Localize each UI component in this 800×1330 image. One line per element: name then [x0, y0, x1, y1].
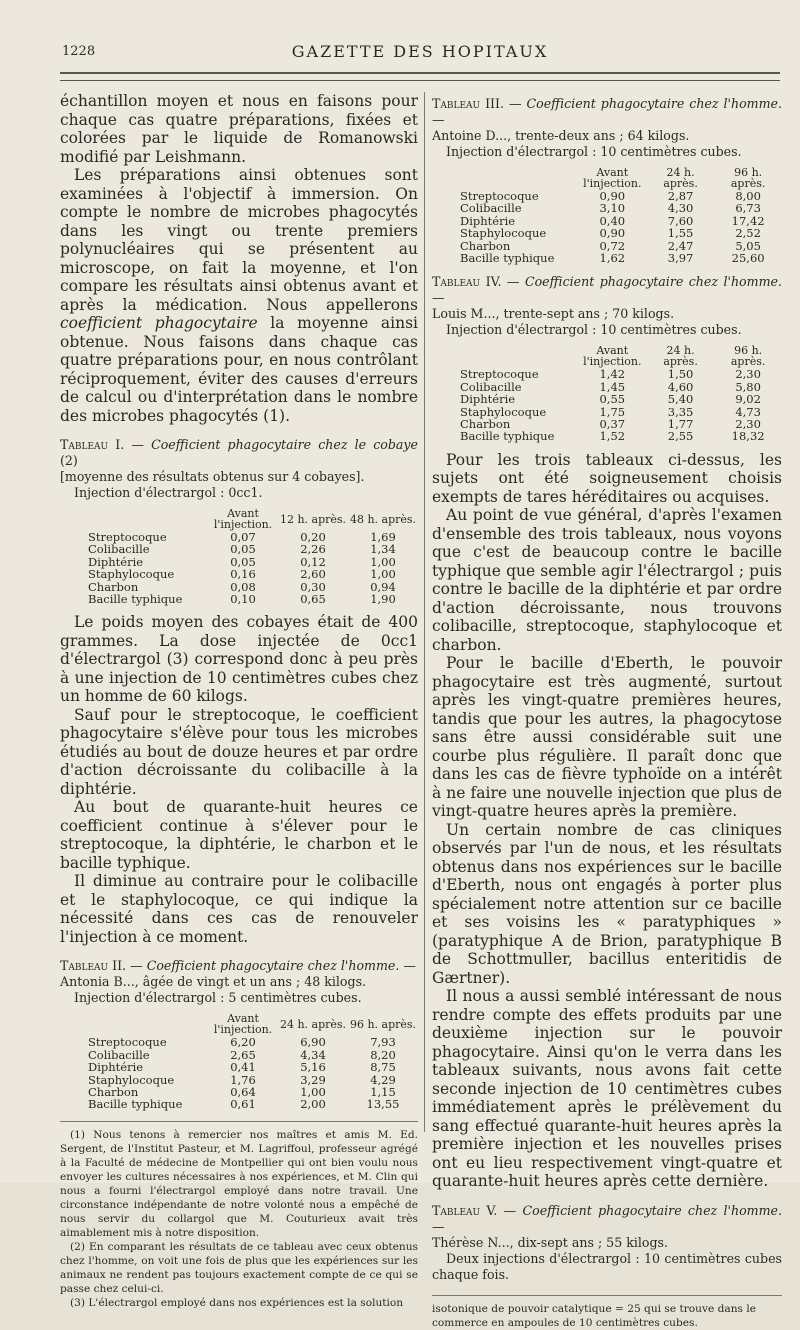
table-cell: 3,29 — [300, 1072, 326, 1087]
table-header-row — [84, 1012, 418, 1036]
data-table — [84, 507, 418, 605]
table-cell: 1,55 — [667, 226, 694, 241]
row-label: Diphtérie — [88, 554, 144, 569]
left-column — [60, 92, 418, 1310]
table-subcaption: Thérèse N..., dix-sept ans ; 55 kilogs. — [432, 1234, 669, 1250]
column-header: Avant l'injection. — [583, 344, 642, 369]
column-header: Avant l'injection. — [583, 166, 642, 190]
table-cell: 1,52 — [599, 429, 626, 444]
table-cell: 0,55 — [599, 392, 626, 407]
table-cell: 8,20 — [370, 1047, 396, 1062]
table-caption: Tableau II. — Coefficient phagocytaire chez l'homme. — — [60, 958, 417, 974]
table-row — [84, 543, 418, 555]
table-row — [456, 393, 782, 405]
table-cell: 0,05 — [230, 542, 256, 557]
table-header-row — [456, 344, 782, 368]
table-subcaption: Louis M..., trente-sept ans ; 70 kilogs. — [432, 306, 675, 322]
table-cell: 3,10 — [599, 201, 626, 216]
table-cell: 0,37 — [599, 417, 626, 432]
row-label: Diphtérie — [88, 1060, 144, 1075]
table-subcaption: [moyenne des résultats obtenus sur 4 cobayes]. — [60, 469, 365, 484]
table-cell: 0,40 — [599, 213, 626, 228]
header-rule — [60, 80, 780, 81]
table-cell: 1,77 — [667, 417, 694, 432]
table-cell: 8,75 — [370, 1060, 396, 1075]
table-cell: 0,41 — [230, 1060, 256, 1075]
table-cell: 1,62 — [599, 251, 626, 266]
row-label: Staphylocoque — [88, 567, 175, 582]
table-cell: 1,76 — [230, 1072, 256, 1087]
table-cell: 0,64 — [230, 1085, 256, 1100]
table-cell: 2,26 — [300, 542, 326, 557]
table-cell: 6,73 — [735, 201, 761, 216]
row-label: Charbon — [460, 238, 511, 253]
table-cell: 2,55 — [667, 429, 694, 444]
row-label: Charbon — [88, 1085, 139, 1100]
table-cell: 18,32 — [731, 429, 765, 444]
data-table — [456, 344, 782, 442]
table-cell: 2,00 — [300, 1097, 326, 1112]
table-cell: 1,50 — [667, 367, 694, 382]
paragraph: Au bout de quarante-huit heures ce coefficient continue à s'élever pour le streptocoque, la diphtérie, le charbon et le bacille typhique. — [60, 798, 418, 872]
table-caption: Tableau III. — Coefficient phagocytaire chez l'homme. — — [432, 96, 782, 127]
table-cell: 3,97 — [667, 251, 694, 266]
footnote: (3) L'électrargol employé dans nos expériences est la solution — [70, 1296, 404, 1309]
header-rule — [60, 72, 780, 74]
paragraph: Il diminue au contraire pour le colibacille et le staphylocoque, ce qui indique la nécessité dans ces cas de renouveler l'injection à ce moment. — [60, 872, 418, 946]
table-cell: 1,45 — [599, 379, 626, 394]
table-cell: 0,20 — [300, 530, 326, 544]
table-cell: 0,05 — [230, 554, 256, 569]
page-number: 1228 — [62, 44, 96, 59]
column-header: 24 h. après. — [279, 1017, 347, 1031]
row-label: Staphylocoque — [460, 226, 547, 241]
paragraph: échantillon moyen et nous en faisons pour chaque cas quatre préparations, fixées et colorées par le liquide de Romanowski modifié par Leishmann. — [60, 92, 418, 166]
table-subcaption: Antoine D..., trente-deux ans ; 64 kilogs. — [432, 128, 690, 143]
table-cell: 4,29 — [370, 1072, 396, 1087]
table-caption: Tableau V. — Coefficient phagocytaire chez l'homme. — — [432, 1202, 782, 1234]
table-cell: 2,52 — [735, 226, 761, 241]
row-label: Streptocoque — [88, 530, 167, 544]
table-cell: 0,07 — [230, 530, 256, 544]
row-label: Colibacille — [460, 201, 522, 216]
table-cell: 0,16 — [230, 567, 256, 582]
table-row — [456, 368, 782, 380]
journal-title: GAZETTE DES HOPITAUX — [291, 42, 549, 61]
table-header-row — [456, 166, 782, 190]
row-label: Bacille typhique — [88, 1097, 183, 1112]
footnotes — [60, 1121, 418, 1310]
injection-line: Injection d'électrargol : 5 centimètres cubes. — [74, 990, 362, 1006]
table-cell: 4,30 — [667, 201, 694, 216]
table-cell: 0,72 — [599, 238, 626, 253]
table-cell: 1,00 — [370, 567, 396, 582]
row-label: Staphylocoque — [88, 1072, 175, 1087]
paragraph: Les préparations ainsi obtenues sont examinées à l'objectif à immersion. On compte le nombre de microbes phagocytés dans les vingt ou trente premiers polynucléaires qui se présentent au microscope, on fait la moyenne, et l'on compare les résultats ainsi obtenus avant et après la médication. Nous appellerons coefficient phagocytaire la moyenne ainsi obtenue. Nous faisons dans chaque cas quatre préparations pour, en nous contrôlant réciproquement, éviter des causes d'erreurs de calcul ou d'interprétation dans le nombre des microbes phagocytés (1). — [60, 166, 419, 425]
table-cell: 6,20 — [230, 1035, 256, 1050]
table-cell: 4,34 — [300, 1047, 326, 1062]
right-column — [432, 92, 782, 1330]
table-cell: 2,30 — [735, 417, 761, 432]
table-cell: 0,08 — [230, 579, 256, 594]
table-cell: 0,90 — [599, 189, 626, 203]
table-cell: 0,94 — [370, 579, 396, 594]
row-label: Bacille typhique — [460, 251, 555, 266]
injection-line: Injection d'électrargol : 0cc1. — [74, 485, 263, 500]
table-header-row — [84, 507, 418, 531]
row-label: Streptocoque — [88, 1035, 167, 1050]
column-header: 96 h. après. — [730, 344, 766, 369]
table-row — [456, 430, 782, 442]
table-cell: 2,30 — [735, 367, 761, 382]
table-cell: 25,60 — [731, 251, 765, 266]
table-cell: 2,47 — [667, 238, 694, 253]
row-label: Colibacille — [460, 379, 522, 394]
table-cell: 1,34 — [370, 542, 396, 557]
table-cell: 1,15 — [370, 1085, 396, 1100]
table-cell: 13,55 — [366, 1097, 400, 1112]
table-cell: 4,73 — [735, 404, 761, 419]
table-cell: 1,90 — [370, 592, 396, 607]
table-caption: Tableau IV. — Coefficient phagocytaire chez l'homme. — — [432, 274, 782, 306]
footnote: (2) En comparant les résultats de ce tableau avec ceux obtenus chez l'homme, on voit une fois de plus que les expériences sur les animaux ne rendent pas toujours exactement compte de ce qui se passe chez celui-ci. — [60, 1240, 418, 1295]
table-cell: 0,10 — [230, 592, 256, 607]
table-cell: 17,42 — [731, 213, 765, 228]
table-cell: 0,30 — [300, 579, 326, 594]
table-cell: 0,12 — [300, 554, 326, 569]
table-cell: 2,65 — [230, 1047, 256, 1062]
table-cell: 5,40 — [667, 392, 694, 407]
page-header — [60, 44, 780, 68]
table-cell: 3,35 — [667, 404, 694, 419]
column-header: 96 h. après. — [730, 166, 766, 190]
row-label: Diphtérie — [460, 392, 516, 407]
row-label: Streptocoque — [460, 367, 539, 382]
table-row — [84, 1061, 418, 1073]
table-row — [84, 1098, 418, 1110]
table-cell: 9,02 — [735, 392, 761, 407]
table-cell: 2,60 — [300, 567, 326, 582]
paragraph: Le poids moyen des cobayes était de 400 grammes. La dose injectée de 0cc1 d'électrargol (3) correspond donc à peu près à une injection de 10 centimètres cubes chez un homme de 60 kilogs. — [60, 613, 418, 706]
row-label: Colibacille — [88, 1047, 150, 1062]
row-label: Staphylocoque — [460, 404, 547, 419]
paragraph: Au point de vue général, d'après l'examen d'ensemble des trois tableaux, nous voyons que c'est de beaucoup contre le bacille typhique que semble agir l'électrargol ; puis contre le bacille de la diphtérie et par ordre d'action décroissante, nous trouvons colibacille, streptocoque, staphylocoque et charbon. — [432, 506, 782, 654]
injection-line: Injection d'électrargol : 10 centimètres cubes. — [446, 144, 742, 159]
column-header: 24 h. après. — [663, 344, 698, 369]
table-cell: 1,00 — [300, 1085, 326, 1100]
row-label: Bacille typhique — [88, 592, 183, 607]
row-label: Colibacille — [88, 542, 150, 557]
data-table — [456, 166, 782, 264]
column-header: 96 h. après. — [349, 1017, 417, 1031]
row-label: Bacille typhique — [460, 429, 555, 444]
table-cell: 1,00 — [370, 554, 396, 569]
table-cell: 8,00 — [735, 189, 761, 203]
injection-line: Deux injections d'électrargol : 10 centimètres cubes chaque fois. — [432, 1250, 782, 1282]
column-header: 24 h. après. — [663, 166, 698, 190]
table-cell: 0,61 — [230, 1097, 256, 1112]
paragraph: Il nous a aussi semblé intéressant de nous rendre compte des effets produits par une deuxième injection sur le pouvoir phagocytaire. Ainsi qu'on le verra dans les tableaux suivants, nous avons fait cette seconde injection de 10 centimètres cubes immédiatement après le prélèvement du sang effectué quarante-huit heures après la première injection et les nouvelles prises ont eu lieu respectivement vingt-quatre et quarante-huit heures après cette dernière. — [432, 987, 782, 1191]
column-header: 12 h. après. — [279, 512, 347, 526]
table-cell: 4,60 — [667, 379, 694, 394]
table-cell: 1,69 — [370, 530, 396, 544]
row-label: Streptocoque — [460, 189, 539, 203]
table-cell: 1,42 — [599, 367, 626, 382]
injection-line: Injection d'électrargol : 10 centimètres cubes. — [446, 322, 742, 338]
table-cell: 1,75 — [599, 404, 626, 419]
table-row — [84, 593, 418, 605]
row-label: Charbon — [88, 579, 139, 594]
table-cell: 7,93 — [370, 1035, 396, 1050]
table-row — [84, 1036, 418, 1048]
row-label: Diphtérie — [460, 213, 516, 228]
data-table — [84, 1012, 418, 1110]
table-row — [84, 568, 418, 580]
column-header: 48 h. après. — [349, 512, 417, 526]
paragraph: Pour le bacille d'Eberth, le pouvoir phagocytaire est très augmenté, surtout après les vingt-quatre premières heures, tandis que pour les autres, la phagocytose sans être aussi considérable suit une courbe plus régulière. Il paraît donc que dans les cas de fièvre typhoïde on a intérêt à ne faire une nouvelle injection que plus de vingt-quatre heures après la première. — [432, 654, 782, 821]
table-subcaption: Antonia B..., âgée de vingt et un ans ; 48 kilogs. — [60, 974, 367, 990]
row-label: Charbon — [460, 417, 511, 432]
table-row — [456, 227, 782, 239]
table-cell: 5,80 — [735, 379, 761, 394]
table-row — [456, 202, 782, 214]
paragraph: Un certain nombre de cas cliniques observés par l'un de nous, et les résultats obtenus dans nos expériences sur le bacille d'Eberth, nous ont engagés à porter plus spécialement notre attention sur ce bacille et ses voisins les « paratyphiques » (paratyphique A de Brion, paratyphique B de Schottmuller, bacillus enteritidis de Gærtner). — [432, 820, 782, 987]
table-cell: 5,05 — [735, 238, 761, 253]
table-cell: 2,87 — [667, 189, 694, 203]
table-caption: Tableau I. — Coefficient phagocytaire chez le cobaye (2) — [60, 437, 418, 468]
footnote: (1) Nous tenons à remercier nos maîtres et amis M. Ed. Sergent, de l'Institut Pasteur, et M. Lagriffoul, professeur agrégé à la Faculté de médecine de Montpellier qui ont bien voulu nous envoyer les cultures nécessaires à nos expériences, et M. Clin qui nous a fourni l'électrargol employé dans notre travail. Une circonstance indépendante de notre volonté nous a empêché de nous servir du collargol que M. Couturieux avait très aimablement mis à notre disposition. — [60, 1128, 418, 1239]
table-cell: 6,90 — [300, 1035, 326, 1050]
table-cell: 5,16 — [300, 1060, 326, 1075]
paragraph: Sauf pour le streptocoque, le coefficient phagocytaire s'élève pour tous les microbes étudiés au bout de douze heures et par ordre d'action décroissante du colibacille à la diphtérie. — [60, 705, 418, 798]
column-header: Avant l'injection. — [213, 507, 273, 531]
table-cell: 0,65 — [300, 592, 326, 607]
column-header: Avant l'injection. — [213, 1012, 273, 1037]
footnote-continuation: isotonique de pouvoir catalytique = 25 qui se trouve dans le commerce en ampoules de 10 centimètres cubes. — [432, 1295, 782, 1330]
paragraph: Pour les trois tableaux ci-dessus, les sujets ont été soigneusement choisis exempts de tares héréditaires ou acquises. — [432, 450, 782, 506]
table-row — [456, 252, 782, 264]
table-cell: 7,60 — [667, 213, 694, 228]
table-cell: 0,90 — [599, 226, 626, 241]
column-divider — [424, 92, 425, 1132]
